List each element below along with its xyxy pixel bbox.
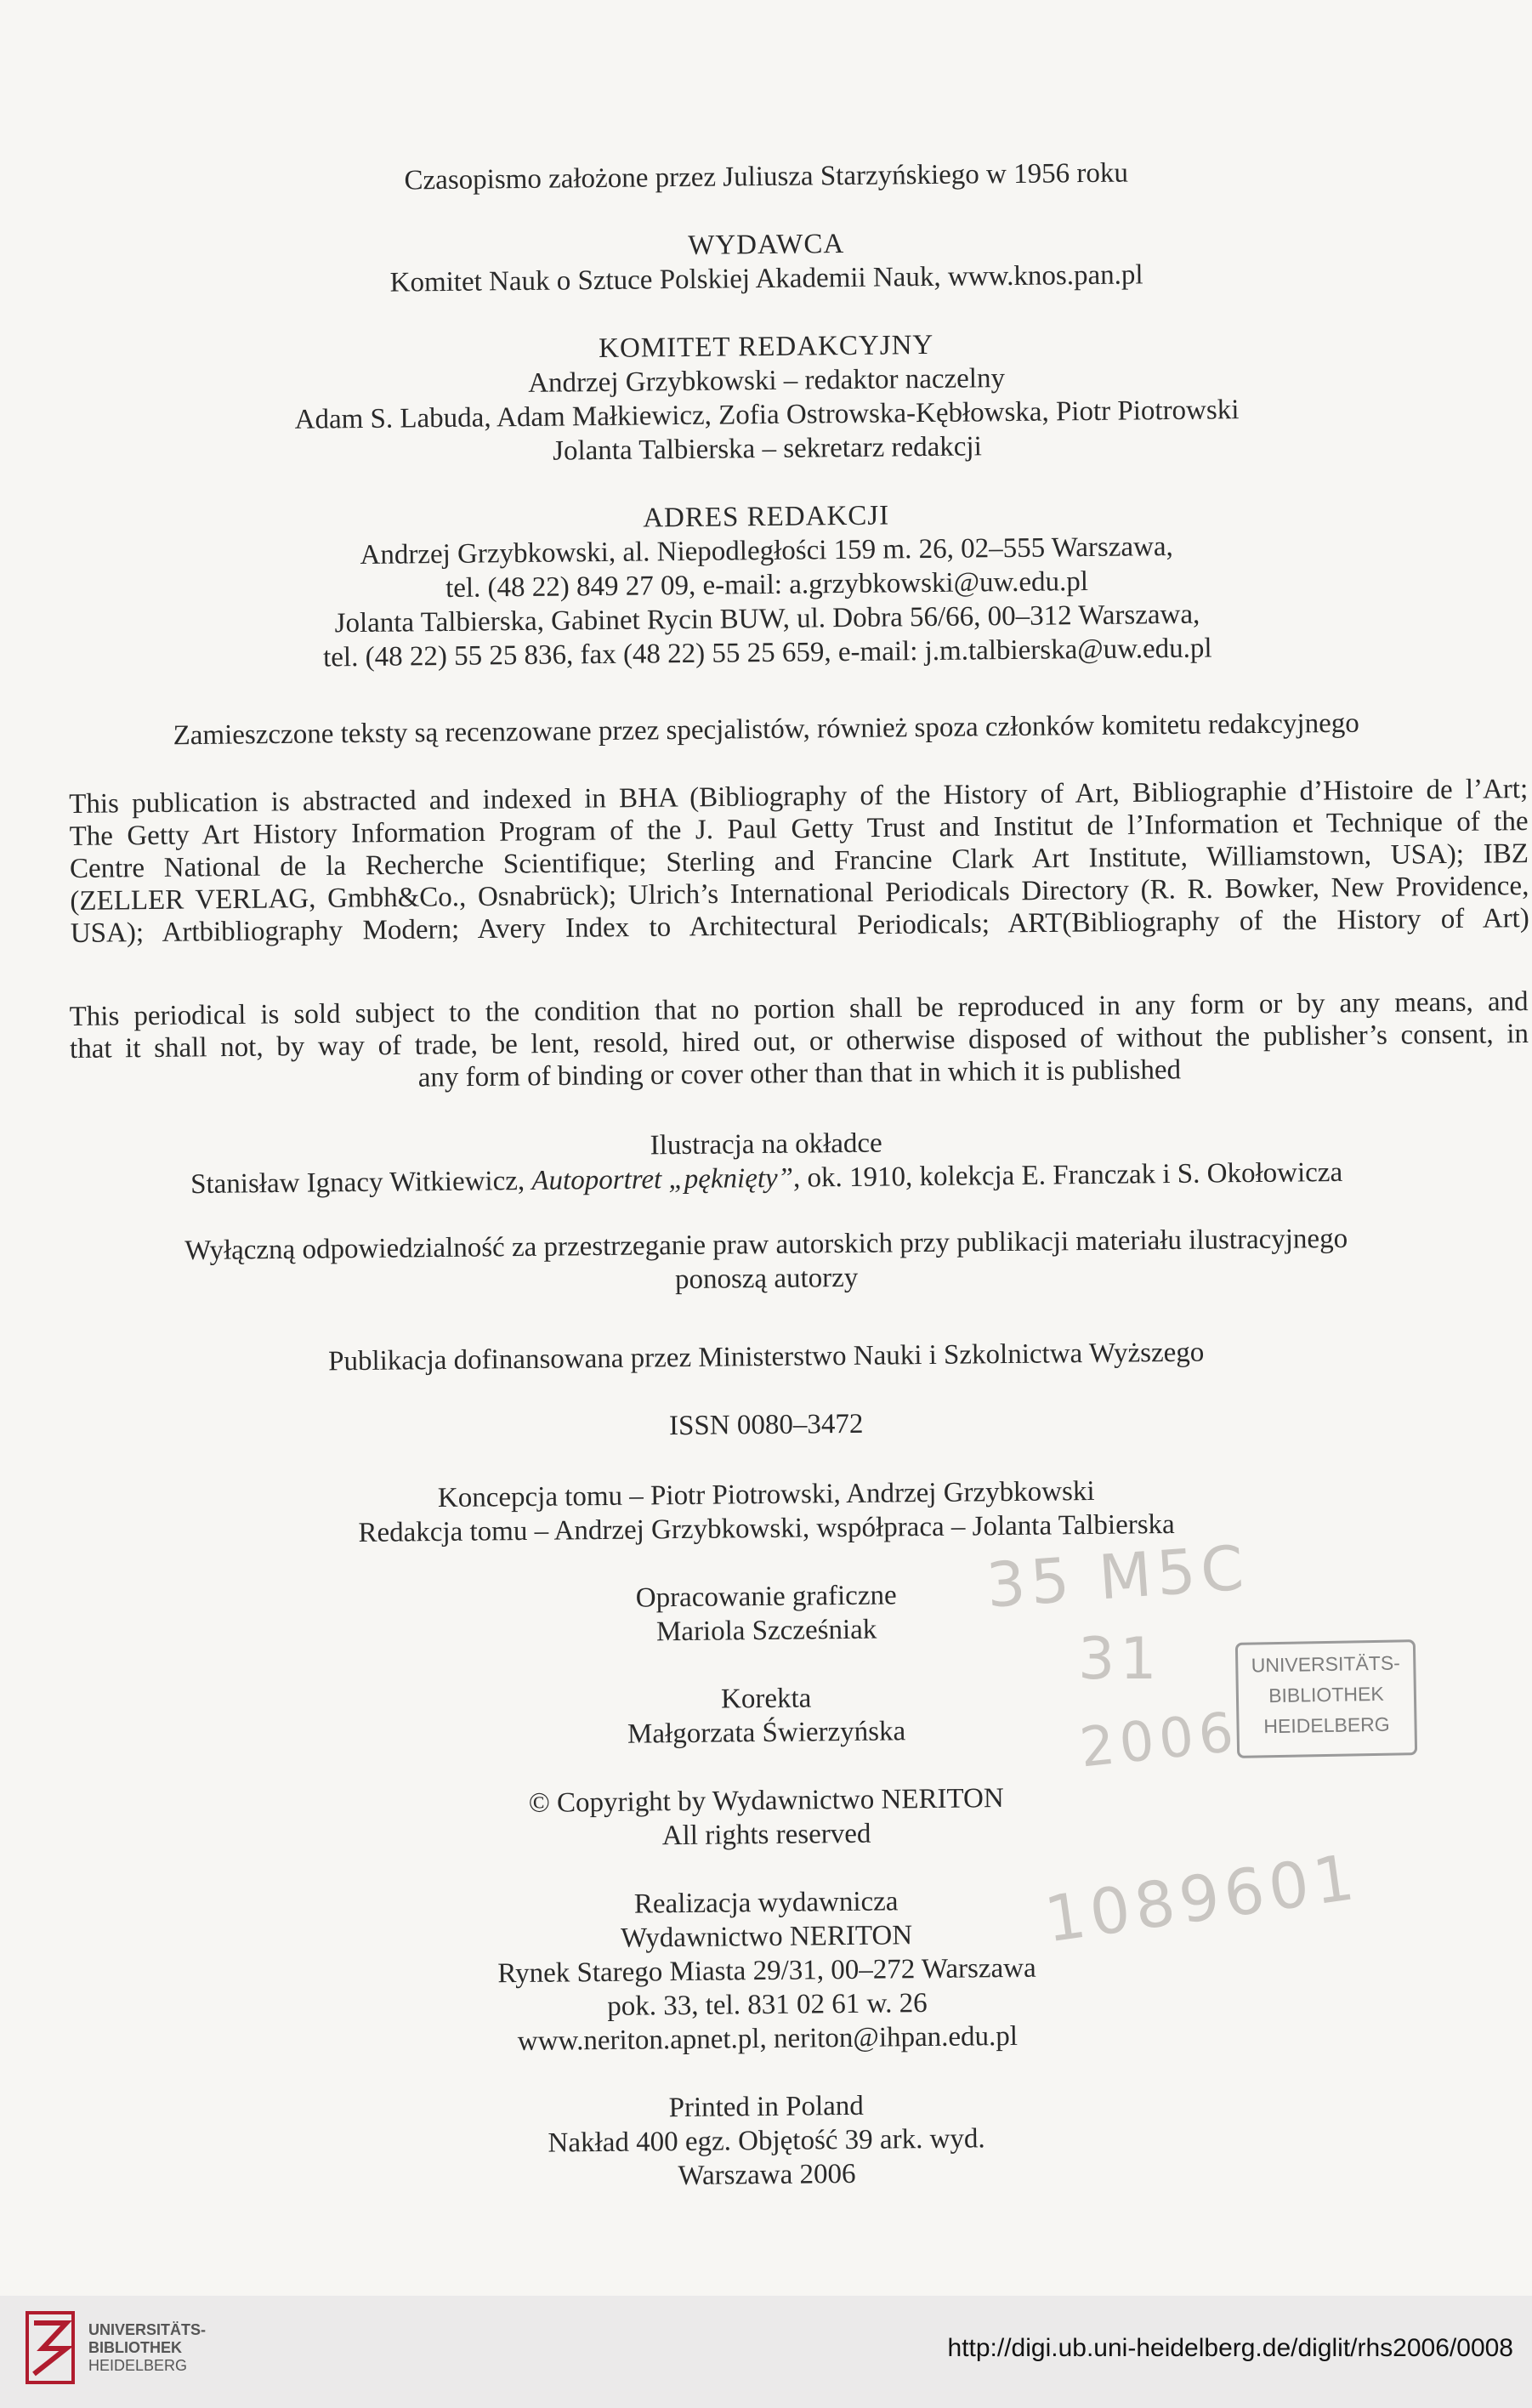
cover-artwork-title: Autoportret „pęknięty” [531,1162,794,1196]
board-members: Adam S. Labuda, Adam Małkiewicz, Zofia Ostrowska-Kębłowska, Piotr Piotrowski [294,395,1240,435]
editorial-board-section [0,322,1532,474]
address-line: Andrzej Grzybkowski, al. Niepodległości 159 m. 26, 02–555 Warszawa, [360,531,1173,571]
pencil-shelfmark: 35 M5C [984,1531,1251,1621]
board-secretary: Jolanta Talbierska – sekretarz redakcji [552,431,982,467]
copyright-line: © Copyright by Wydawnictwo NERITON [528,1783,1004,1819]
volume-credits [0,1470,1532,1554]
rights-line: Wyłączną odpowiedzialność za przestrzeganie praw autorskich przy publikacji materiału ilustracyjnego [184,1223,1348,1267]
sale-condition-line: that it shall not, by way of trade, be lent, resold, hired out, or otherwise disposed of without the publisher’s consent, in [69,1019,1529,1065]
indexing-paragraph [69,773,1529,950]
indexing-line: (ZELLER VERLAG, Gmbh&Co., Osnabrück); Ulrich’s International Periodicals Directory (R. R. Bowker, New Providence, [70,871,1529,917]
sale-condition-line: This periodical is sold subject to the condition that no portion shall be reproduced in any form or by any means, and [69,986,1529,1032]
logo-line: BIBLIOTHEK [88,2339,182,2356]
pencil-year: 2006 [1076,1701,1242,1780]
rights-reserved-line: All rights reserved [661,1818,871,1852]
cover-credit-prefix: Stanisław Ignacy Witkiewicz, [190,1165,532,1201]
stamp-line: HEIDELBERG [1263,1712,1390,1738]
editorial-board-heading: KOMITET REDAKCYJNY [598,329,934,365]
indexing-line: Centre National de la Recherche Scientifique; Sterling and Francine Clark Art Institute, Williamstown, USA); IBZ [69,838,1529,884]
address-heading: ADRES REDAKCJI [643,500,890,534]
editor-in-chief: Andrzej Grzybkowski – redaktor naczelny [528,363,1006,399]
imprint-section [0,2082,1532,2201]
pencil-volume: 31 [1078,1626,1162,1693]
imprint-line: Warszawa 2006 [678,2158,856,2192]
funding-note [0,1332,1532,1383]
production-line: www.neriton.apnet.pl, neriton@ihpan.edu.pl [517,2020,1018,2058]
indexing-line: The Getty Art History Information Program of the J. Paul Getty Trust and Institut de l’Information et Technique of the [69,806,1529,852]
funding-text: Publikacja dofinansowana przez Ministerstwo Nauki i Szkolnictwa Wyższego [327,1337,1205,1377]
indexing-line: USA); Artbibliography Modern; Avery Index to Architectural Periodicals; ART(Bibliography of the History of Art) [70,903,1529,949]
pencil-accession-number: 1089601 [1040,1840,1364,1957]
founding-text: Czasopismo założone przez Juliusza Starzyńskiego w 1956 roku [404,157,1129,196]
review-note [0,705,1532,755]
address-section [0,492,1532,679]
sale-condition-paragraph [69,985,1529,1098]
university-library-logo-text [88,2321,206,2375]
address-line: Jolanta Talbierska, Gabinet Rycin BUW, ul. Dobra 56/66, 00–312 Warszawa, [334,599,1200,639]
publisher-name: Komitet Nauk o Sztuce Polskiej Akademii Nauk, www.knos.pan.pl [389,259,1143,298]
stamp-line: UNIVERSITÄTS- [1251,1651,1401,1677]
proofreader-name: Małgorzata Świerzyńska [627,1716,906,1750]
publisher-section [0,220,1532,304]
graphic-design-heading: Opracowanie graficzne [635,1580,897,1614]
volume-concept: Koncepcja tomu – Piotr Piotrowski, Andrzej Grzybkowski [437,1475,1095,1514]
address-line: tel. (48 22) 849 27 09, e-mail: a.grzybkowski@uw.edu.pl [445,566,1089,604]
cover-illustration-section [0,1120,1532,1204]
library-stamp [1235,1639,1417,1758]
logo-line: UNIVERSITÄTS- [88,2321,207,2338]
graphic-designer-name: Mariola Szcześniak [655,1614,877,1648]
cover-heading: Ilustracja na okładce [650,1127,882,1161]
indexing-line: This publication is abstracted and indexed in BHA (Bibliography of the History of Art, Bibliographie d’Histoire de l’Art; [69,774,1529,820]
founding-note [0,152,1532,202]
cover-credit-suffix: , ok. 1910, kolekcja E. Franczak i S. Okołowicza [792,1156,1343,1194]
sale-condition-line: any form of binding or cover other than that in which it is published [417,1054,1182,1093]
production-line: Rynek Starego Miasta 29/31, 00–272 Warszawa [497,1952,1036,1990]
imprint-line: Printed in Poland [668,2090,864,2124]
production-line: pok. 33, tel. 831 02 61 w. 26 [607,1988,928,2022]
address-line: tel. (48 22) 55 25 836, fax (48 22) 55 25 659, e-mail: j.m.talbierska@uw.edu.pl [322,633,1212,673]
rights-line: ponoszą autorzy [674,1262,859,1296]
imprint-line: Nakład 400 egz. Objętość 39 ark. wyd. [548,2123,985,2159]
proofreading-heading: Korekta [720,1683,812,1715]
production-line: Wydawnictwo NERITON [620,1920,913,1954]
volume-editing: Redakcja tomu – Andrzej Grzybkowski, współpraca – Jolanta Talbierska [358,1508,1175,1549]
university-library-logo-icon [26,2311,75,2384]
issn-number: ISSN 0080–3472 [668,1408,864,1442]
rights-note [0,1220,1532,1304]
stamp-line: BIBLIOTHEK [1268,1682,1384,1707]
publisher-heading: WYDAWCA [688,229,845,261]
logo-line: HEIDELBERG [88,2357,188,2374]
issn-block [0,1400,1532,1451]
production-heading: Realizacja wydawnicza [633,1886,899,1920]
review-text: Zamieszczone teksty są recenzowane przez specjalistów, również spoza członków komitetu redakcyjnego [173,707,1359,752]
digital-library-url[interactable]: http://digi.ub.uni-heidelberg.de/diglit/rhs2006/0008 [947,2334,1513,2362]
